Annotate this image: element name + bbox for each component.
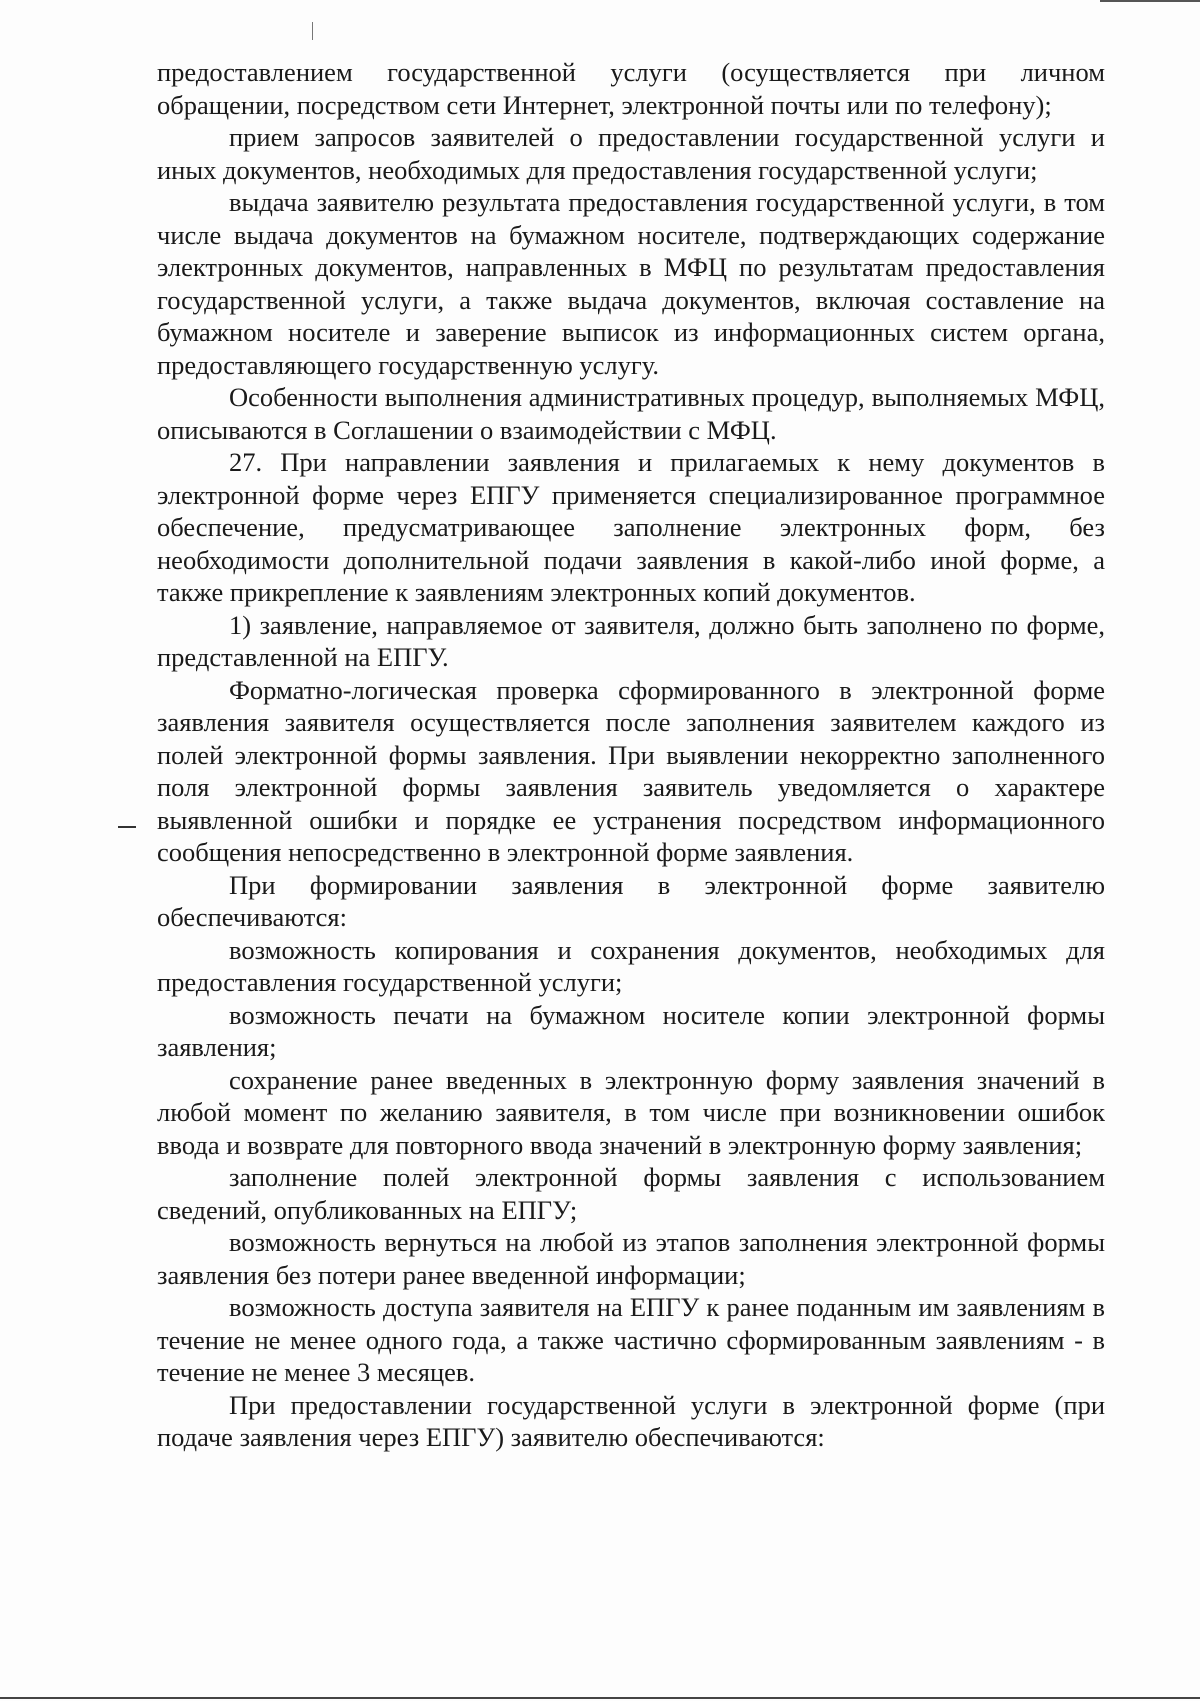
scan-artifact-tick	[312, 22, 313, 40]
paragraph-receiving-requests: прием запросов заявителей о предоставлении государственной услуги и иных документов, необходимых для предоставления государственной услуги;	[157, 122, 1105, 185]
paragraph-format-check: Форматно-логическая проверка сформированного в электронной форме заявления заявителя осуществляется после заполнения заявителем каждого из полей электронной формы заявления. При выявлении некорректно заполненного поля электронной формы заявления заявитель уведомляется о характере выявленной ошибки и порядке ее устранения посредством информационного сообщения непосредственно в электронной форме заявления.	[157, 674, 1105, 867]
paragraph-issuing-results: выдача заявителю результата предоставления государственной услуги, в том числе выдача документов на бумажном носителе, подтверждающих содержание электронных документов, направленных в МФЦ по результатам предоставления государственной услуги, а также выдача документов, включая составление на бумажном носителе и заверение выписок из информационных систем органа, предоставляющего государственную услугу.	[157, 187, 1105, 380]
list-item-printing: возможность печати на бумажном носителе копии электронной формы заявления;	[157, 999, 1105, 1062]
scan-edge-bottom	[0, 1697, 1200, 1699]
paragraph-continuation: предоставлением государственной услуги (осуществляется при личном обращении, посредством сети Интернет, электронной почты или по телефону);	[157, 57, 1105, 120]
scan-edge-top	[1100, 0, 1200, 2]
paragraph-subitem-1: 1) заявление, направляемое от заявителя, должно быть заполнено по форме, представленной на ЕПГУ.	[157, 609, 1105, 672]
scan-artifact-mark	[118, 826, 136, 828]
paragraph-ensured-intro: При формировании заявления в электронной форме заявителю обеспечиваются:	[157, 869, 1105, 932]
document-page	[157, 56, 1105, 1454]
list-item-saving: сохранение ранее введенных в электронную форму заявления значений в любой момент по желанию заявителя, в том числе при возникновении ошибок ввода и возврате для повторного ввода значений в электронную форму заявления;	[157, 1064, 1105, 1160]
paragraph-item-27: 27. При направлении заявления и прилагаемых к нему документов в электронной форме через ЕПГУ применяется специализированное программное обеспечение, предусматривающее заполнение электронных форм, без необходимости дополнительной подачи заявления в какой-либо иной форме, а также прикрепление к заявлениям электронных копий документов.	[157, 447, 1105, 607]
paragraph-electronic-provision: При предоставлении государственной услуги в электронной форме (при подаче заявления через ЕПГУ) заявителю обеспечиваются:	[157, 1389, 1105, 1452]
list-item-access: возможность доступа заявителя на ЕПГУ к ранее поданным им заявлениям в течение не менее одного года, а также частично сформированным заявлениям - в течение не менее 3 месяцев.	[157, 1292, 1105, 1387]
list-item-autofill: заполнение полей электронной формы заявления с использованием сведений, опубликованных на ЕПГУ;	[157, 1162, 1105, 1225]
paragraph-mfc-features: Особенности выполнения административных процедур, выполняемых МФЦ, описываются в Соглашении о взаимодействии с МФЦ.	[157, 382, 1105, 445]
list-item-copying: возможность копирования и сохранения документов, необходимых для предоставления государственной услуги;	[157, 934, 1105, 997]
list-item-return: возможность вернуться на любой из этапов заполнения электронной формы заявления без потери ранее введенной информации;	[157, 1227, 1105, 1290]
